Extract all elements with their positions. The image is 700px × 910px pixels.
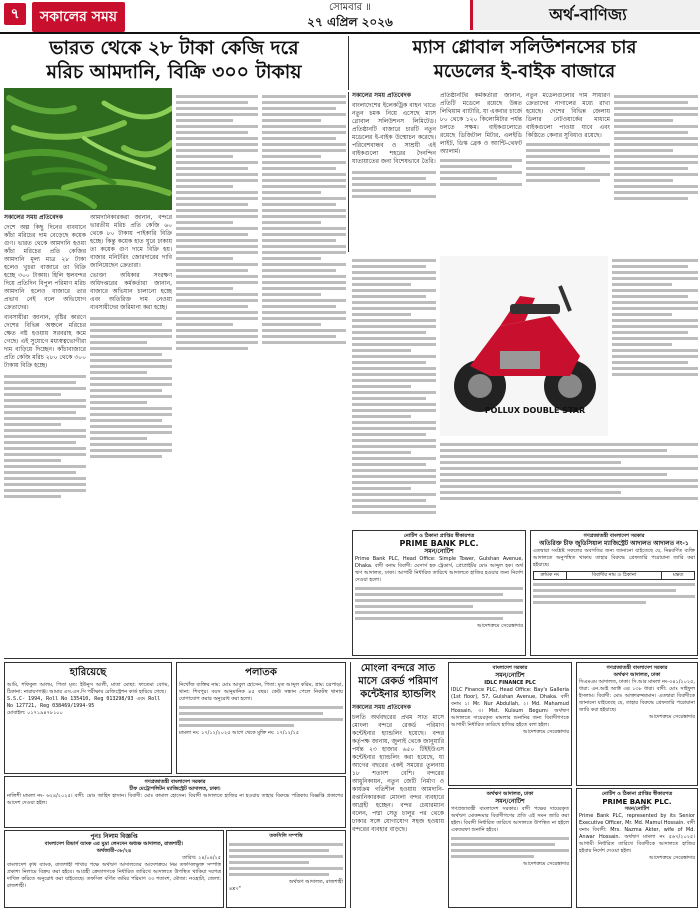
prime-bank-notice-1	[352, 530, 526, 656]
idlc-notice	[448, 662, 572, 786]
ebike-caption: POLLUX DOUBLE STAR	[484, 406, 586, 415]
tender-case-no: অর্থজারী-৩৮/২৪	[96, 848, 132, 854]
right-notice-body: সিএমএম আদালত, ঢাকা। সি.আর মামলা নং-৩৪১/২০২৫, ধারা: এন.আই অ্যাক্ট এর ১৩৮ ধারা। বাদী: মোঃ সাইফুল ইসলাম। বিবাদী: মোঃ আক্তারুজ্জামান। এতদ্বারা বিবাদীকে জানানো যাইতেছে যে, তাহার বিরুদ্ধে গ্রেফতারি পরোয়ানা জারি করা হইয়াছে।	[579, 679, 695, 713]
right-headline-line-1: ম্যাস গ্লোবাল সলিউশনসের চার	[412, 37, 637, 58]
pubali-title: সমন/নোটিশ	[495, 798, 525, 805]
prime-notice-1-bank: PRIME BANK PLC.	[399, 539, 479, 548]
left-story-paragraph-1: দেশে অল্প কিছু দিনের ব্যবধানে কাঁচা মরিচের দাম বেড়েছে কয়েক গুণ। ভারত থেকে আমদানি হওয়া কাঁচা মরিচের প্রতি কেজির আমদানি মূল্য মাত্র ২৮ টাকা হলেও খুচরা বাজারে তা বিক্রি হচ্ছে ৩০০ টাকায়। হিলি স্থলবন্দর দিয়ে প্রতিদিন বিপুল পরিমাণ মরিচ আমদানি হলেও বাজারে তার প্রভাব নেই বলে অভিযোগ ক্রেতাদের।	[4, 224, 86, 311]
right-story-col-2	[440, 92, 522, 252]
middle-headline	[352, 662, 444, 701]
prime-notice-2-header: নোটিশ ও ঠিকানা প্রাপ্তির স্বীকারপত্র	[601, 791, 673, 797]
court-table-head-1: ক্রমিক নং	[534, 572, 567, 579]
right-headline	[352, 36, 697, 84]
left-story-col-3	[176, 92, 258, 654]
pubali-header: অর্থঋণ আদালত, ঢাকা	[486, 791, 534, 797]
column-divider	[348, 92, 349, 252]
date-block	[245, 1, 455, 29]
idlc-company: IDLC FINANCE PLC	[484, 680, 536, 686]
bottom-left-body: নালিশী মামলা নং- ৬২৪/২০২৫। বাদী: মোঃ জাহিদ হাসান। বিবাদী: মোঃ কামাল হোসেন। বিবাদী আদালতে হাজির না হওয়ায় তাহার বিরুদ্ধে পত্রিকায় বিজ্ঞপ্তি প্রকাশের আদেশ দেওয়া হইল।	[7, 793, 343, 806]
right-story-paragraph-2: প্রতিষ্ঠানটির কর্মকর্তারা জানান, প্রতিটি মডেলে রয়েছে উন্নত লিথিয়াম ব্যাটারি, যা একবার চার্জে ৮০ থেকে ১২০ কিলোমিটার পর্যন্ত চলতে সক্ষম। বাইকগুলোতে রয়েছে ডিজিটাল মিটার, এলইডি লাইট, ডিস্ক ব্রেক ও অ্যান্টি-থেফট অ্যালার্ম।	[440, 92, 522, 155]
pubali-notice	[448, 788, 572, 908]
right-story-col-1	[352, 92, 436, 252]
section-rule	[4, 658, 698, 659]
prime-notice-1-body: Prime Bank PLC, Head Office: Simple Tower, Gulshan Avenue, Dhaka. বাদী বনাম বিবাদী: মেসার্স হক ট্রেডার্স, প্রোপ্রাইটর মোঃ আব্দুল হক। অর্থ ঋণ আদালত, ঢাকা। আগামী নির্ধারিত তারিখে আদালতে হাজির হওয়ার জন্য নির্দেশ দেওয়া হলো।	[355, 556, 523, 583]
middle-headline-line-2: মাসে রেকর্ড পরিমাণ	[358, 676, 438, 687]
prime-bank-notice-2	[576, 788, 698, 908]
middle-story-paragraph: চলতি অর্থবছরের প্রথম সাত মাসে মোংলা বন্দরে রেকর্ড পরিমাণ কন্টেইনার হ্যান্ডলিং হয়েছে। বন্দর কর্তৃপক্ষ জানায়, জুলাই থেকে জানুয়ারি পর্যন্ত ২৩ হাজার ৬৫০ টিইইউএস কন্টেইনার হ্যান্ডলিং করা হয়েছে, যা আগের বছরের একই সময়ের তুলনায় ১৮ শতাংশ বেশি। বন্দরের আধুনিকায়ন, নতুন জেটি নির্মাণ ও কার্যক্রম গতিশীল হওয়ায় আমদানি-রপ্তানিকারকরা মোংলা বন্দর ব্যবহারে আগ্রহী হচ্ছেন। বন্দর চেয়ারম্যান বলেন, পদ্মা সেতু চালুর পর থেকে ঢাকার সঙ্গে যোগাযোগ সহজ হওয়ায় বন্দরের ব্যবহার বাড়ছে।	[352, 714, 444, 833]
prime-notice-1-title: সমন/নোটিশ	[424, 548, 454, 555]
tender-table-title: তফসিলি সম্পত্তি	[269, 833, 303, 839]
left-headline-line-1: ভারত থেকে ২৮ টাকা কেজি দরে	[49, 37, 299, 59]
idlc-header: বাংলাদেশ সরকার	[492, 665, 528, 671]
court-notice-1-header: গণপ্রজাতন্ত্রী বাংলাদেশ সরকার	[583, 533, 645, 539]
right-court-notice	[576, 662, 698, 786]
bottom-divider	[350, 662, 351, 908]
prime-notice-2-title: সমন/নোটিশ	[624, 806, 650, 812]
right-headline-line-2: মডেলের ই-বাইক বাজারে	[433, 61, 616, 82]
right-notice-signature: আদেশক্রমে সেরেস্তাদার	[649, 714, 695, 720]
bottom-left-subheader: চীফ মেট্রোপলিটন ম্যাজিস্ট্রেট আদালত, ঢাকা।	[129, 786, 221, 792]
tender-table	[226, 830, 346, 908]
lost-title: হারিয়েছে	[69, 667, 107, 678]
right-story-paragraph-1: বাংলাদেশের ইলেকট্রিক বাহন খাতে নতুন চমক নিয়ে এসেছে ম্যাস গ্লোবাল সলিউশনস লিমিটেড। প্রতিষ্ঠানটি বাজারে চারটি নতুন মডেলের ই-বাইক উন্মোচন করেছে। পরিবেশবান্ধব ও সাশ্রয়ী এই বাইকগুলো শহরের দৈনন্দিন যাতায়াতের জন্য বিশেষভাবে তৈরি।	[352, 102, 436, 165]
date: ২৭ এপ্রিল ২০২৬	[307, 15, 393, 29]
left-story-col-4	[262, 92, 346, 654]
lost-contact: মোবাইল: ০১৭১৯৪৭৮১০০	[7, 710, 63, 716]
court-notice-1-table	[533, 571, 695, 580]
chili-photo	[4, 88, 172, 210]
left-headline-line-2: মরিচ আমদানি, বিক্রি ৩০০ টাকায়	[46, 61, 302, 83]
tender-sign: অর্থঋণ আদালত, রাজশাহী	[288, 879, 343, 885]
idlc-signature: আদেশক্রমে সেরেস্তাদার	[523, 729, 569, 735]
tender-body: বাংলাদেশ কৃষি ব্যাংক, রাজশাহী শাখার পক্ষে অর্থঋণ আদালতের আদেশক্রমে নিম্ন তফসিলভুক্ত সম্পত্তি প্রকাশ্য নিলামে বিক্রয় করা হইবে। আগ্রহী ক্রেতাগণকে নির্ধারিত তারিখে আদালতে উপস্থিত থাকিয়া দরপত্র দাখিল করিতে অনুরোধ করা যাইতেছে। তফসিল বর্ণিত জমির পরিমাণ ৩৩ শতাংশ, মৌজা: নওহাটা, জেলা: রাজশাহী।	[7, 862, 221, 889]
paper-name-logo: সকালের সময়	[32, 2, 125, 32]
tender-title: পুনঃ নিলাম বিজ্ঞপ্তি	[90, 833, 138, 840]
pubali-body: গণপ্রজাতন্ত্রী বাংলাদেশ সরকার। বাদী পক্ষের দায়েরকৃত অর্থঋণ মোকদ্দমার বিবাদীগণের প্রতি এই সমন জারি করা হইল। বিবাদী নির্ধারিত তারিখে আদালতে উপস্থিত না হইলে একতরফা শুনানি হইবে।	[451, 806, 569, 833]
right-notice-title: গণপ্রজাতন্ত্রী বাংলাদেশ সরকার	[606, 665, 668, 671]
right-story-col-6	[612, 256, 698, 436]
lost-body: আমি, শফিকুল আলম, পিতা মৃত: ইউনুস আলী, মাতা মোছা: ফাতেমা বেগম, ঠিকানা: নারায়ণগঞ্জ। আমার এস.এস.সি পরীক্ষার রেজিস্ট্রেশন কার্ড হারিয়ে গেছে।	[7, 682, 169, 695]
court-notice-1-body: এতদ্বারা সংশ্লিষ্ট সকলের অবগতির জন্য জানানো যাইতেছে যে, নিম্নবর্ণিত ব্যক্তি আদালতে অনুপস্থিত থাকায় তাহার বিরুদ্ধে গ্রেফতারি পরোয়ানা জারি করা হইয়াছে।	[533, 548, 695, 568]
prime-notice-1-header: নোটিশ ও ঠিকানা প্রাপ্তির স্বীকারপত্র	[403, 533, 475, 539]
right-story-col-3	[526, 92, 610, 252]
lost-roll: S.S.C- 1994, Roll No 135410, Reg 013298/93 এবং Roll No 127721, Reg 038469/1994-95	[7, 696, 161, 709]
court-notice-bottom-left	[4, 776, 346, 828]
right-notice-subtitle: অর্থঋণ আদালত, ঢাকা	[613, 672, 661, 678]
left-headline	[4, 36, 344, 84]
court-table-head-2: বিবাদীর নাম ও ঠিকানা	[567, 572, 663, 579]
ebike-photo	[440, 256, 608, 436]
left-story-byline: সকালের সময় প্রতিবেদক	[4, 214, 63, 221]
prime-notice-2-signature: আদেশক্রমে সেরেস্তাদার	[649, 855, 695, 861]
court-notice-1-title: অতিরিক্ত চীফ জুডিসিয়াল ম্যাজিস্ট্রেট আদালত আদালত নং-১	[539, 540, 689, 547]
court-notice-1	[530, 530, 698, 656]
masthead	[0, 0, 700, 34]
middle-headline-line-1: মোংলা বন্দরে সাত	[360, 663, 436, 674]
pubali-signature: আদেশক্রমে সেরেস্তাদার	[523, 861, 569, 867]
left-story-col-1	[4, 214, 86, 654]
tender-date: তারিখ: ২৪/০৪/২৫	[182, 855, 221, 861]
prime-notice-2-bank: PRIME BANK PLC.	[602, 798, 672, 806]
prime-notice-2-body: Prime Bank PLC, represented by its Senior Executive Officer, Mr. Md. Mamul Hossain. বাদী বনাম বিবাদী: Mrs. Nazma Akter, wife of Md. Anwar Hossain. অর্থঋণ মামলা নং ৫৬৭/২০২৫। আগামী নির্ধারিত তারিখে বিবাদীকে আদালতে হাজির হইবার নির্দেশ দেওয়া হইল।	[579, 813, 695, 854]
left-story-col-2	[90, 214, 172, 654]
left-story-paragraph-2: ব্যবসায়ীরা জানান, বৃষ্টির কারণে দেশের বিভিন্ন অঞ্চলে মরিচের ক্ষেত নষ্ট হওয়ায় সরবরাহ কমে গেছে। এই সুযোগে মধ্যস্বত্বভোগীরা দাম বাড়িয়ে দিচ্ছেন। কাঁচাবাজারে প্রতি কেজি মরিচ ২৮০ থেকে ৩০০ টাকায় বিক্রি হচ্ছে।	[4, 314, 86, 369]
right-story-paragraph-3: নতুন মডেলগুলোর দাম সাধারণ ক্রেতাদের নাগালের মধ্যে রাখা হয়েছে। দেশের বিভিন্ন জেলায় ডিলার নেটওয়ার্কের মাধ্যমে বাইকগুলো পাওয়া যাবে এবং কিস্তিতে কেনার সুবিধাও রয়েছে।	[526, 92, 610, 139]
tender-footer-code: ৪x৭"	[229, 886, 241, 892]
right-story-col-4	[614, 92, 698, 252]
headline-divider	[348, 36, 349, 90]
section-label: অর্থ-বাণিজ্য	[470, 0, 700, 30]
tender-subtitle: বাংলাদেশ রিভার্স ব্যাংক এর মুদ্রা লেনদেন অধ্যক্ষ আদালত, রাজশাহী।	[44, 841, 184, 847]
tender-notice	[4, 830, 224, 908]
weekday: সোমবার ॥	[329, 2, 371, 13]
middle-story-body	[352, 704, 444, 908]
palatak-case: মামলা নং: ১৭/১২/২০২৫ আগে থেকে মুক্তি নং: ১৭/১২/২৫	[179, 730, 300, 736]
page-number: ৭	[4, 3, 26, 25]
idlc-title: সমন/নোটিশ	[495, 672, 525, 679]
palatak-title: পলাতক	[245, 667, 277, 678]
middle-story-byline: সকালের সময় প্রতিবেদক	[352, 704, 411, 711]
idlc-body: IDLC Finance PLC, Head Office: Bay's Galleria (1st floor), 57, Gulshan Avenue, Dhaka. বাদী বনাম ১। Mr. Nur Abdullah, ২। Md. Mahamud Hossain, ৩। Mst. Kulsum Begum। অর্থঋণ আদালতে দায়েরকৃত মামলার শুনানির জন্য বিবাদীগণকে আগামী নির্ধারিত তারিখে হাজির হইতে বলা হইল।	[451, 687, 569, 728]
palatak-body: নিখোঁজ ব্যক্তির নাম: মোঃ আবুল হোসেন, পিতা: মৃত আব্দুল করিম, গ্রাম: চরপাড়া, থানা: শিবপুর। বয়স আনুমানিক ৪৫ বছর। কেউ সন্ধান পেলে নিকটস্থ থানায় যোগাযোগ করার অনুরোধ করা হলো।	[179, 682, 343, 702]
middle-headline-line-3: কন্টেইনার হ্যান্ডলিং	[360, 689, 436, 700]
left-story-paragraph-4: ভোক্তা অধিকার সংরক্ষণ অধিদপ্তরের কর্মকর্তারা জানান, বাজারে অভিযান চালানো হচ্ছে এবং অতিরিক্ত দাম নেওয়া ব্যবসায়ীদের জরিমানা করা হচ্ছে।	[90, 272, 172, 311]
prime-notice-1-signature: আদেশক্রমে সেরেস্তাদার	[477, 623, 523, 629]
right-story-col-7	[440, 440, 698, 530]
left-story-paragraph-3: আমদানিকারকরা জানান, বন্দরে ভারতীয় মরিচ প্রতি কেজি ৬০ থেকে ৮০ টাকায় পাইকারি বিক্রি হচ্ছে। কিন্তু কয়েক হাত ঘুরে ঢাকায় তা কয়েক গুণ দামে বিক্রি হয়। বাজার মনিটরিং জোরদারের দাবি জানিয়েছেন ক্রেতারা।	[90, 214, 172, 269]
lost-notice	[4, 662, 172, 774]
palatak-notice	[176, 662, 346, 774]
bottom-left-header: গণপ্রজাতন্ত্রী বাংলাদেশ সরকার	[144, 779, 206, 785]
court-table-head-3: মন্তব্য	[672, 572, 684, 578]
right-story-byline: সকালের সময় প্রতিবেদক	[352, 92, 411, 99]
